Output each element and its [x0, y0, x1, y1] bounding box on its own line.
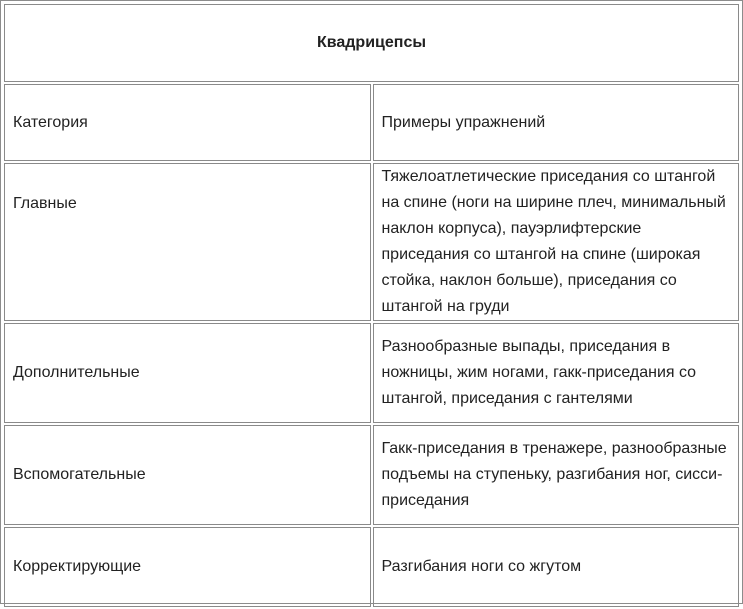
examples-cell: Тяжелоатлетические приседания со штангой на спине (ноги на ширине плеч, минимальный наклон корпуса), пауэрлифтерские приседания со штангой на спине (широкая стойка, наклон больше), приседания со штангой на груди [373, 163, 740, 321]
quadriceps-exercise-table [2, 2, 741, 609]
category-cell: Дополнительные [4, 323, 371, 423]
category-cell: Вспомогательные [4, 425, 371, 525]
table-row [4, 527, 739, 607]
examples-cell: Разгибания ноги со жгутом [373, 527, 740, 607]
table-title: Квадрицепсы [4, 4, 739, 82]
header-examples-cell: Примеры упражнений [373, 84, 740, 161]
table-title-row [4, 4, 739, 82]
table-row [4, 323, 739, 423]
header-category-cell: Категория [4, 84, 371, 161]
examples-cell: Гакк-приседания в тренажере, разнообразные подъемы на ступеньку, разгибания ног, сисси-приседания [373, 425, 740, 525]
category-cell: Главные [4, 163, 371, 321]
table-row [4, 425, 739, 525]
table-row [4, 163, 739, 321]
examples-cell: Разнообразные выпады, приседания в ножницы, жим ногами, гакк-приседания со штангой, приседания с гантелями [373, 323, 740, 423]
category-cell: Корректирующие [4, 527, 371, 607]
table-header-row [4, 84, 739, 161]
